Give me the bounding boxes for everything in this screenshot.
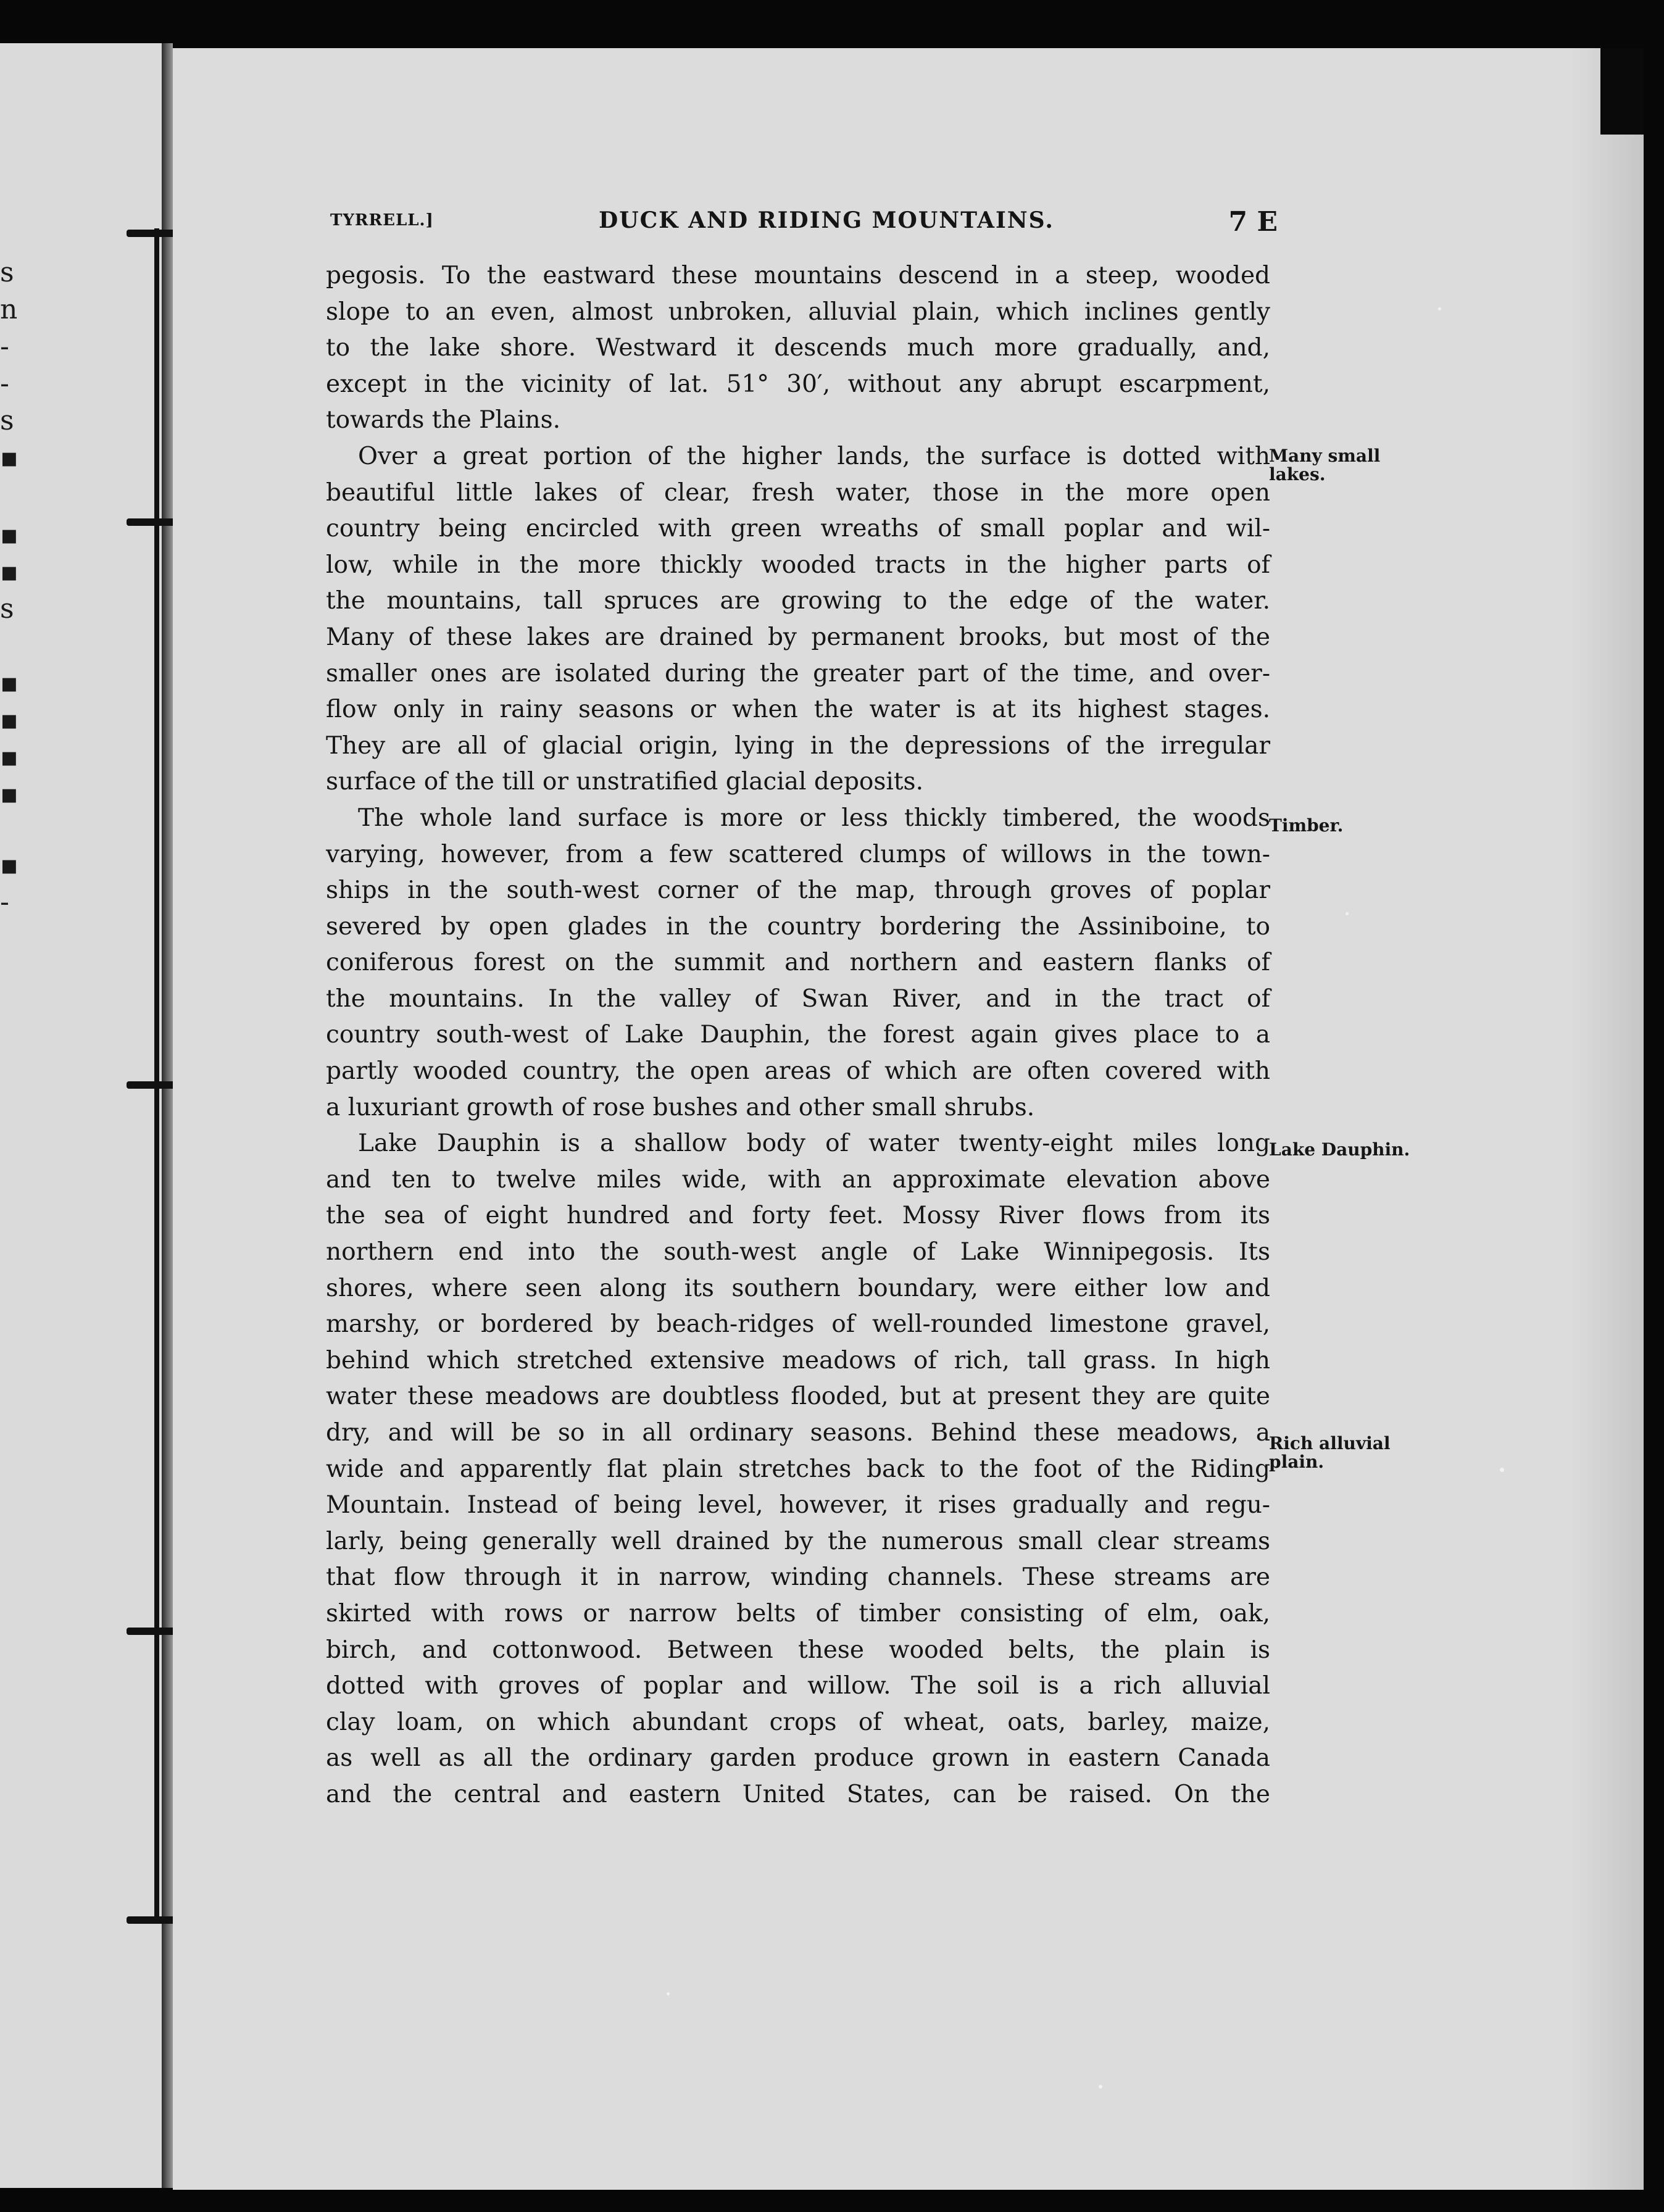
- left-page-fragment: ▪: [0, 704, 19, 736]
- text-line: the mountains. In the valley of Swan River, and in the tract of: [326, 984, 1270, 1013]
- scan-speck: [667, 1992, 670, 1995]
- text-line: water these meadows are doubtless flooded, but at present they are quite: [326, 1382, 1270, 1411]
- text-line: Many of these lakes are drained by permanent brooks, but most of the: [326, 623, 1270, 651]
- text-line: smaller ones are isolated during the greater part of the time, and over-: [326, 659, 1270, 688]
- text-line: except in the vicinity of lat. 51° 30′, without any abrupt escarpment,: [326, 370, 1270, 398]
- left-page-fragment: s: [0, 593, 14, 625]
- text-line: shores, where seen along its southern boundary, were either low and: [326, 1274, 1270, 1302]
- text-line: clay loam, on which abundant crops of wheat, oats, barley, maize,: [326, 1708, 1270, 1736]
- left-page-edge: [0, 43, 162, 2188]
- text-line: behind which stretched extensive meadows of rich, tall grass. In high: [326, 1346, 1270, 1374]
- text-line: a luxuriant growth of rose bushes and other small shrubs.: [326, 1093, 1035, 1121]
- header-title: DUCK AND RIDING MOUNTAINS.: [599, 207, 1054, 233]
- side-note-lake-dauphin: Lake Dauphin.: [1269, 1139, 1410, 1160]
- paragraph: [326, 439, 1270, 800]
- paragraph: [326, 1126, 1270, 1813]
- left-page-fragment: ▪: [0, 519, 19, 551]
- text-line: pegosis. To the eastward these mountains descend in a steep, wooded: [326, 262, 1270, 289]
- text-line: slope to an even, almost unbroken, alluvial plain, which inclines gently: [326, 297, 1270, 326]
- left-page-fragment: -: [0, 886, 9, 918]
- text-line: ships in the south-west corner of the map, through groves of poplar: [326, 876, 1270, 905]
- text-line: They are all of glacial origin, lying in the depressions of the irregular: [326, 731, 1270, 760]
- left-page-fragment: ▪: [0, 667, 19, 699]
- scan-speck: [1099, 2085, 1102, 2089]
- text-line: beautiful little lakes of clear, fresh water, those in the more open: [326, 478, 1270, 507]
- text-line: larly, being generally well drained by the numerous small clear streams: [326, 1527, 1270, 1555]
- text-line: varying, however, from a few scattered clumps of willows in the town-: [326, 840, 1270, 868]
- text-line: marshy, or bordered by beach-ridges of well-rounded limestone gravel,: [326, 1310, 1270, 1339]
- paragraph: [326, 800, 1270, 1126]
- text-line: dotted with groves of poplar and willow. The soil is a rich alluvial: [326, 1672, 1270, 1700]
- running-header: [330, 206, 1278, 239]
- text-line: to the lake shore. Westward it descends much more gradually, and,: [326, 334, 1270, 362]
- text-line: the sea of eight hundred and forty feet. Mossy River flows from its: [326, 1202, 1270, 1230]
- page-number: 7 E: [1228, 206, 1278, 238]
- scan-speck: [1346, 912, 1349, 915]
- text-line: country being encircled with green wreaths of small poplar and wil-: [326, 515, 1270, 543]
- left-page-fragment: ▪: [0, 778, 19, 810]
- text-line: and ten to twelve miles wide, with an approximate elevation above: [326, 1165, 1270, 1194]
- text-line: Lake Dauphin is a shallow body of water twenty-eight miles long: [358, 1129, 1270, 1158]
- side-note-many-small-lakes: Many small lakes.: [1269, 446, 1381, 484]
- text-line: severed by open glades in the country bordering the Assiniboine, to: [326, 912, 1270, 941]
- text-line: surface of the till or unstratified glacial deposits.: [326, 768, 923, 796]
- text-line: flow only in rainy seasons or when the water is at its highest stages.: [326, 696, 1270, 724]
- left-page-fragment: n: [0, 294, 18, 325]
- binding-stitch-line: [154, 228, 159, 1919]
- text-line: Over a great portion of the higher lands, the surface is dotted with: [358, 442, 1270, 470]
- left-page-fragment: s: [0, 257, 14, 288]
- scan-speck: [1438, 307, 1441, 310]
- text-line: that flow through it in narrow, winding channels. These streams are: [326, 1563, 1270, 1592]
- text-line: the mountains, tall spruces are growing to the edge of the water.: [326, 587, 1270, 615]
- text-line: towards the Plains.: [326, 406, 561, 434]
- body-text: [326, 258, 1270, 1813]
- left-page-fragment: -: [0, 368, 9, 399]
- text-line: wide and apparently flat plain stretches back to the foot of the Riding: [326, 1455, 1270, 1483]
- scan-speck: [1500, 1468, 1504, 1472]
- left-page-fragment: ▪: [0, 849, 19, 881]
- text-line: as well as all the ordinary garden produce grown in eastern Canada: [326, 1744, 1270, 1773]
- left-page-fragment: -: [0, 331, 9, 362]
- text-line: birch, and cottonwood. Between these wooded belts, the plain is: [326, 1636, 1270, 1664]
- page-shading: [1570, 48, 1644, 2190]
- binding-gutter: [162, 43, 173, 2188]
- text-line: and the central and eastern United States, can be raised. On the: [326, 1780, 1270, 1808]
- left-page-fragment: ▪: [0, 442, 19, 473]
- header-author: TYRRELL.]: [330, 211, 434, 230]
- text-line: partly wooded country, the open areas of which are often covered with: [326, 1057, 1270, 1086]
- left-page-fragment: ▪: [0, 741, 19, 773]
- text-line: low, while in the more thickly wooded tracts in the higher parts of: [326, 551, 1270, 579]
- text-line: skirted with rows or narrow belts of timber consisting of elm, oak,: [326, 1599, 1270, 1628]
- paragraph: [326, 258, 1270, 439]
- text-line: Mountain. Instead of being level, however, it rises gradually and regu-: [326, 1491, 1270, 1520]
- text-line: coniferous forest on the summit and northern and eastern flanks of: [326, 949, 1270, 977]
- text-line: northern end into the south-west angle of Lake Winnipegosis. Its: [326, 1238, 1270, 1266]
- left-page-fragment: ▪: [0, 556, 19, 588]
- text-line: dry, and will be so in all ordinary seasons. Behind these meadows, a: [326, 1419, 1270, 1447]
- text-line: The whole land surface is more or less thickly timbered, the woods: [358, 804, 1270, 832]
- side-note-rich-alluvial-plain: Rich alluvial plain.: [1269, 1433, 1391, 1472]
- side-note-timber: Timber.: [1269, 815, 1344, 836]
- text-line: country south-west of Lake Dauphin, the forest again gives place to a: [326, 1021, 1270, 1049]
- page-corner: [1600, 48, 1644, 135]
- left-page-fragment: s: [0, 405, 14, 436]
